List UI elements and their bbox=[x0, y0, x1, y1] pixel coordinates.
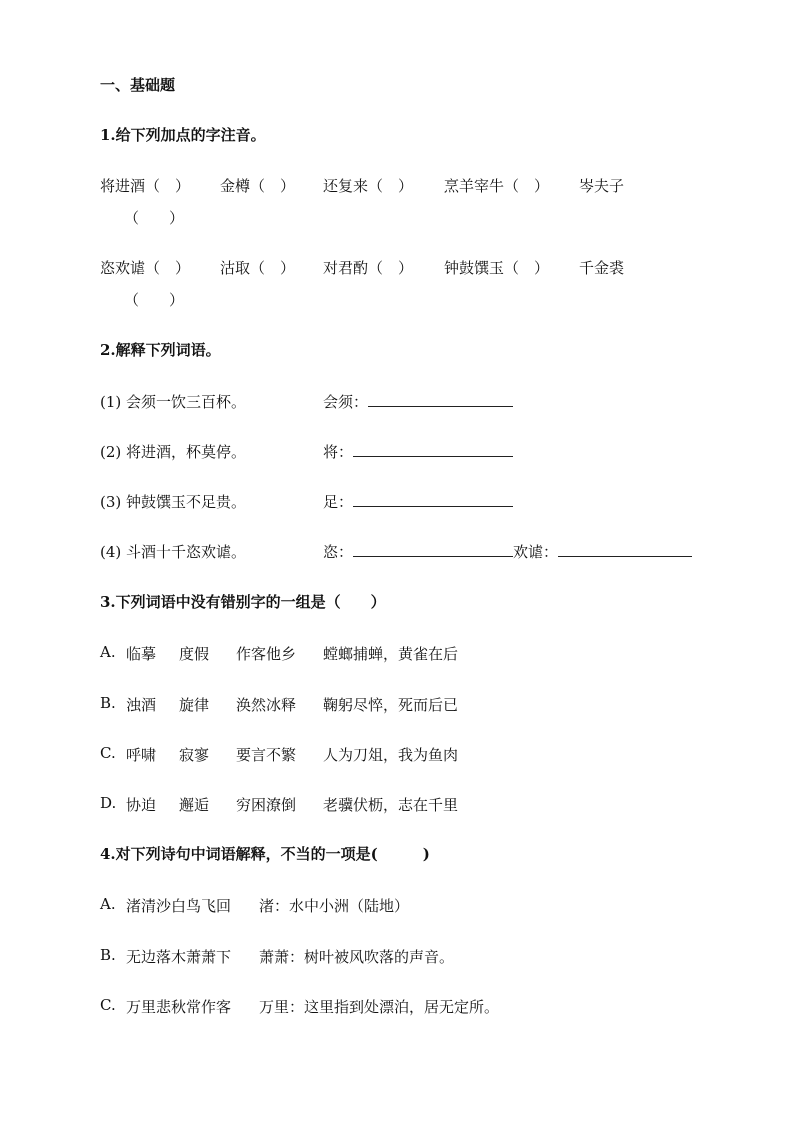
q1-row2-wrap: （ ） bbox=[124, 291, 185, 309]
q1-row1-item2: 金樽（ ） bbox=[220, 177, 296, 195]
q3-option-c-w1: 呼啸 bbox=[126, 746, 157, 764]
q3-option-c bbox=[100, 744, 116, 762]
q1-row1-item5: 岑夫子 bbox=[579, 177, 625, 195]
q2-item1 bbox=[100, 391, 246, 412]
q1-title: 1.给下列加点的字注音。 bbox=[100, 126, 266, 144]
q3-option-d-letter: D. bbox=[100, 794, 117, 812]
q2-item2-blank[interactable] bbox=[353, 442, 513, 457]
q3-option-d bbox=[100, 794, 116, 812]
q3-option-b-w2: 旋律 bbox=[179, 696, 210, 714]
q2-item2-num: (2) bbox=[100, 443, 122, 461]
q3-option-c-w2: 寂寥 bbox=[179, 746, 210, 764]
q3-option-d-w4: 老骥伏枥，志在千里 bbox=[323, 796, 459, 814]
q4-option-c-verse: 万里悲秋常作客 bbox=[126, 998, 232, 1016]
q3-option-d-w2: 邂逅 bbox=[179, 796, 210, 814]
q2-item2 bbox=[100, 441, 246, 462]
q1-row2-item5: 千金裘 bbox=[579, 259, 625, 277]
q2-item3-text: 钟鼓馔玉不足贵。 bbox=[126, 493, 247, 511]
q2-item4-num: (4) bbox=[100, 543, 122, 561]
q3-option-a-w4: 螳螂捕蝉，黄雀在后 bbox=[323, 645, 459, 663]
q2-item2-label: 将： bbox=[323, 443, 354, 461]
q2-item4 bbox=[100, 541, 246, 562]
q1-row2-item3: 对君酌（ ） bbox=[323, 259, 414, 277]
q2-item3-label: 足： bbox=[323, 493, 354, 511]
q4-option-a-letter: A. bbox=[100, 895, 116, 913]
q4-option-b-verse: 无边落木萧萧下 bbox=[126, 948, 232, 966]
q4-option-b-expl: 萧萧：树叶被风吹落的声音。 bbox=[259, 948, 455, 966]
q2-item3-answer bbox=[323, 491, 513, 512]
q4-option-c-letter: C. bbox=[100, 996, 116, 1014]
q1-row1-item4: 烹羊宰牛（ ） bbox=[444, 177, 550, 195]
q3-title: 3.下列词语中没有错别字的一组是（ ） bbox=[100, 593, 386, 611]
q2-item3-blank[interactable] bbox=[353, 492, 513, 507]
q3-option-a-w1: 临摹 bbox=[126, 645, 157, 663]
q3-option-b-w1: 浊酒 bbox=[126, 696, 157, 714]
q4-option-b-letter: B. bbox=[100, 946, 116, 964]
q1-row1-wrap: （ ） bbox=[124, 209, 185, 227]
q2-title: 2.解释下列词语。 bbox=[100, 341, 221, 359]
q3-option-b-w4: 鞠躬尽悴，死而后已 bbox=[323, 696, 459, 714]
q3-option-a-w3: 作客他乡 bbox=[236, 645, 297, 663]
q2-item1-answer bbox=[323, 391, 513, 412]
q3-option-b-w3: 涣然冰释 bbox=[236, 696, 297, 714]
q2-item3-num: (3) bbox=[100, 493, 122, 511]
q2-item4-label: 恣： bbox=[323, 543, 354, 561]
q3-option-a-letter: A. bbox=[100, 643, 116, 661]
q1-row1-item3: 还复来（ ） bbox=[323, 177, 414, 195]
q1-row1-item1: 将进酒（ ） bbox=[100, 177, 191, 195]
q4-option-c-expl: 万里：这里指到处漂泊，居无定所。 bbox=[259, 998, 500, 1016]
q2-item1-blank[interactable] bbox=[368, 392, 513, 407]
q4-option-a-verse: 渚清沙白鸟飞回 bbox=[126, 897, 232, 915]
q2-item4-label2: 欢谑： bbox=[513, 543, 559, 561]
q2-item4-blank1[interactable] bbox=[353, 542, 513, 557]
q3-option-c-w4: 人为刀俎，我为鱼肉 bbox=[323, 746, 459, 764]
q4-title: 4.对下列诗句中词语解释，不当的一项是( ) bbox=[100, 845, 430, 863]
q3-option-c-w3: 要言不繁 bbox=[236, 746, 297, 764]
q2-item1-num: (1) bbox=[100, 393, 122, 411]
q3-option-c-letter: C. bbox=[100, 744, 116, 762]
q2-item2-text: 将进酒，杯莫停。 bbox=[126, 443, 247, 461]
q2-item4-text: 斗酒十千恣欢谑。 bbox=[126, 543, 247, 561]
q3-option-b-letter: B. bbox=[100, 694, 116, 712]
q3-option-a-w2: 度假 bbox=[179, 645, 210, 663]
q3-option-d-w1: 协迫 bbox=[126, 796, 157, 814]
q4-option-a-expl: 渚：水中小洲（陆地） bbox=[259, 897, 410, 915]
q3-option-d-w3: 穷困潦倒 bbox=[236, 796, 297, 814]
q2-item1-text: 会须一饮三百杯。 bbox=[126, 393, 247, 411]
q1-row2-item2: 沽取（ ） bbox=[220, 259, 296, 277]
q3-option-a bbox=[100, 643, 116, 661]
q2-item1-label: 会须： bbox=[323, 393, 369, 411]
q2-item3 bbox=[100, 491, 246, 512]
q1-row2-item1: 恣欢谑（ ） bbox=[100, 259, 191, 277]
q2-item2-answer bbox=[323, 441, 513, 462]
q3-option-b bbox=[100, 694, 116, 712]
q2-item4-answer bbox=[323, 541, 692, 562]
q1-row2-item4: 钟鼓馔玉（ ） bbox=[444, 259, 550, 277]
section-title: 一、基础题 bbox=[100, 76, 176, 94]
q2-item4-blank2[interactable] bbox=[558, 542, 692, 557]
